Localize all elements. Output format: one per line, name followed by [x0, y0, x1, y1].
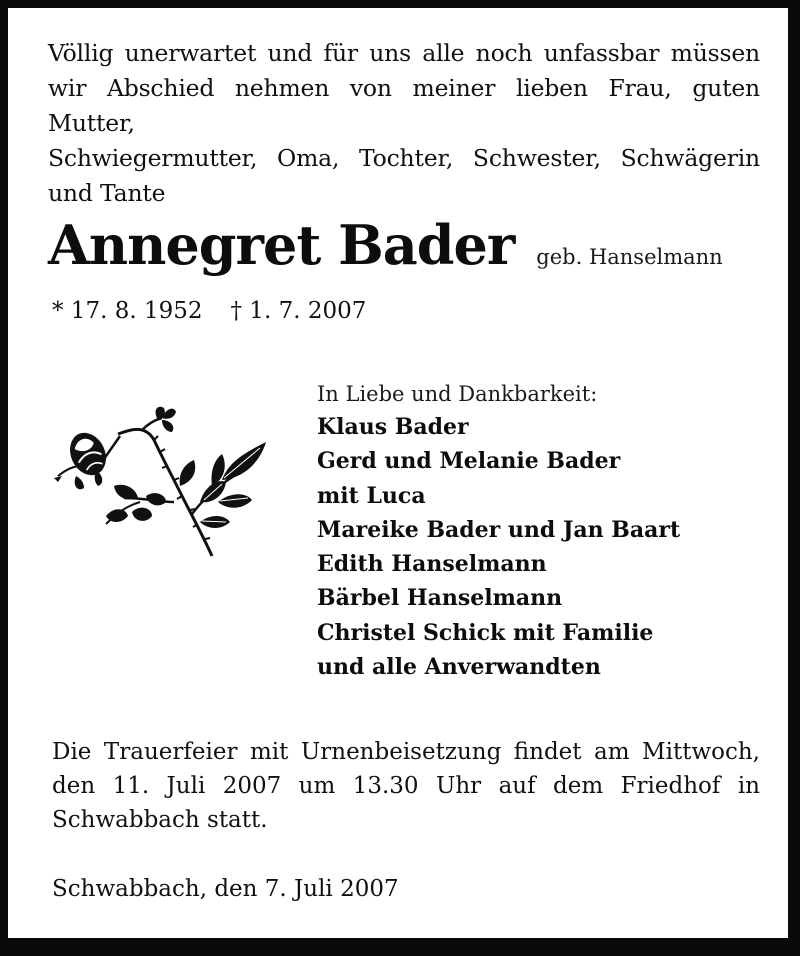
rose-branch-icon [54, 406, 274, 566]
life-dates [52, 298, 366, 324]
ceremony-line: den 11. Juli 2007 um 13.30 Uhr auf dem Friedhof in [52, 773, 760, 799]
intro-line: Völlig unerwartet und für uns alle noch unfassbar müssen [48, 39, 760, 67]
ceremony-text [52, 735, 760, 837]
death-date: † 1. 7. 2007 [230, 298, 367, 324]
intro-line: Schwiegermutter, Oma, Tochter, Schwester, Schwägerin [48, 144, 760, 172]
intro-line: wir Abschied nehmen von meiner lieben Frau, guten Mutter, [48, 74, 760, 137]
deceased-name-row [48, 213, 723, 277]
mourners-intro: In Liebe und Dankbarkeit: [317, 382, 598, 406]
mourner-name: und alle Anverwandten [317, 654, 601, 681]
mourner-name: Gerd und Melanie Bader [317, 448, 621, 475]
deceased-name: Annegret Bader [48, 213, 515, 277]
place-and-date: Schwabbach, den 7. Juli 2007 [52, 876, 399, 902]
ceremony-line: Die Trauerfeier mit Urnenbeisetzung findet am Mittwoch, [52, 739, 760, 765]
mourner-name: Klaus Bader [317, 414, 469, 440]
intro-text [48, 36, 760, 211]
mourners-block [317, 378, 680, 684]
ceremony-line: Schwabbach statt. [52, 807, 268, 833]
mourner-name: Edith Hanselmann [317, 551, 547, 578]
maiden-name: geb. Hanselmann [536, 245, 723, 269]
mourner-name: Bärbel Hanselmann [317, 585, 563, 612]
intro-line: und Tante [48, 179, 166, 207]
mourner-name: Mareike Bader und Jan Baart [317, 516, 681, 543]
mourner-name: mit Luca [317, 482, 426, 509]
birth-date: * 17. 8. 1952 [52, 298, 203, 324]
mourner-name: Christel Schick mit Familie [317, 619, 654, 646]
